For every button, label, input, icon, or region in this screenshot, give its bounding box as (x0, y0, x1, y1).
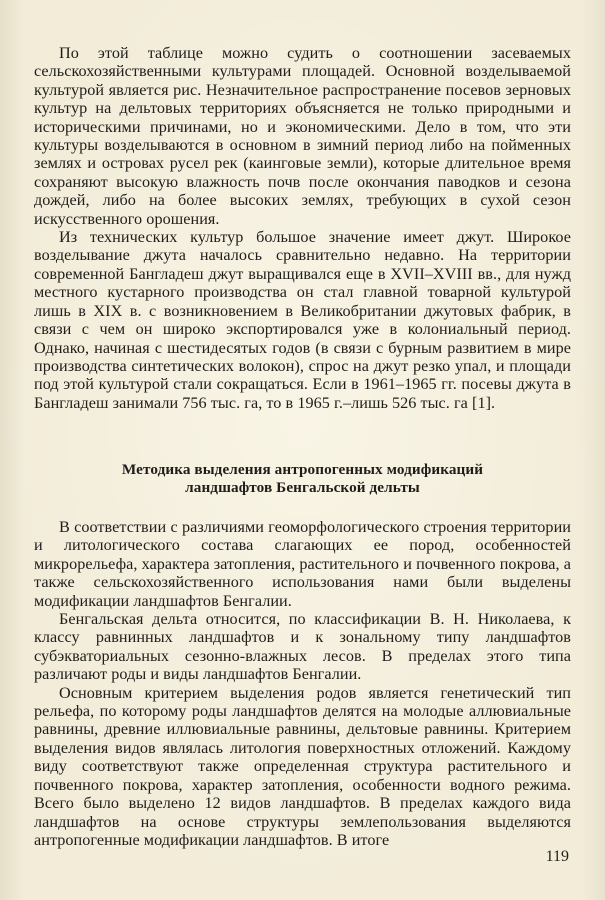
section-heading-line-2: ландшафтов Бенгальской дельты (185, 479, 420, 496)
paragraph-jute: Из технических культур большое значение имеет джут. Широкое возделывание джута началось сравнительно недавно. На территории современной Бангладеш джут выращивался еще в XVII–XVIII вв., для нужд местного кустарного производства он стал главной товарной культурой лишь в XIX в. с возникновением в Великобритании джутовых фабрик, в связи с чем он широко экспортировался уже в колониальный период. Однако, начиная с шестидесятых годов (в связи с бурным развитием в мире производства синтетических волокон), спрос на джут резко упал, и площади под этой культурой стали сокращаться. Если в 1961–1965 гг. посевы джута в Бангладеш занимали 756 тыс. га, то в 1965 г.–лишь 526 тыс. га [1]. (34, 228, 571, 412)
section-heading (34, 461, 571, 497)
paragraph-differences: В соответствии с различиями геоморфологического строения территории и литологического состава слагающих ее пород, особенностей микрорельефа, характера затопления, растительного и почвенного покрова, а также сельскохозяйственного использования нами были выделены модификации ландшафтов Бенгалии. (34, 518, 571, 610)
text-section-methodology (34, 518, 571, 849)
page-number: 119 (545, 848, 569, 865)
paragraph-classification: Бенгальская дельта относится, по классификации В. Н. Николаева, к классу равнинных ландшафтов и к зональному типу ландшафтов субэкваториальных сезонно-влажных лесов. В пределах этого типа различают роды и виды ландшафтов Бенгалии. (34, 610, 571, 684)
paragraph-criteria: Основным критерием выделения родов является генетический тип рельефа, по которому роды ландшафтов делятся на молодые аллювиальные равнины, древние иллювиальные равнины, дельтовые равнины. Критерием выделения видов являлась литология поверхностных отложений. Каждому виду соответствуют также определенная структура растительного и почвенного покрова, характер затопления, особенности водного режима. Всего было выделено 12 видов ландшафтов. В пределах каждого вида ландшафтов на основе структуры землепользования выделяются антропогенные модификации ландшафтов. В итоге (34, 683, 571, 849)
paragraph-rice: По этой таблице можно судить о соотношении засеваемых сельскохозяйственными культурами площадей. Основной возделываемой культурой является рис. Незначительное распространение посевов зерновых культур на дельтовых территориях объясняется не только природными и историческими причинами, но и экономическими. Дело в том, что эти культуры возделываются в основном в зимний период либо на пойменных землях и островах русел рек (каинговые земли), которые длительное время сохраняют высокую влажность почв после окончания паводков и сезона дождей, либо на более высоких землях, требующих в сухой сезон искусственного орошения. (34, 44, 571, 228)
section-heading-line-1: Методика выделения антропогенных модификаций (121, 461, 484, 478)
text-section-crops (34, 44, 571, 412)
